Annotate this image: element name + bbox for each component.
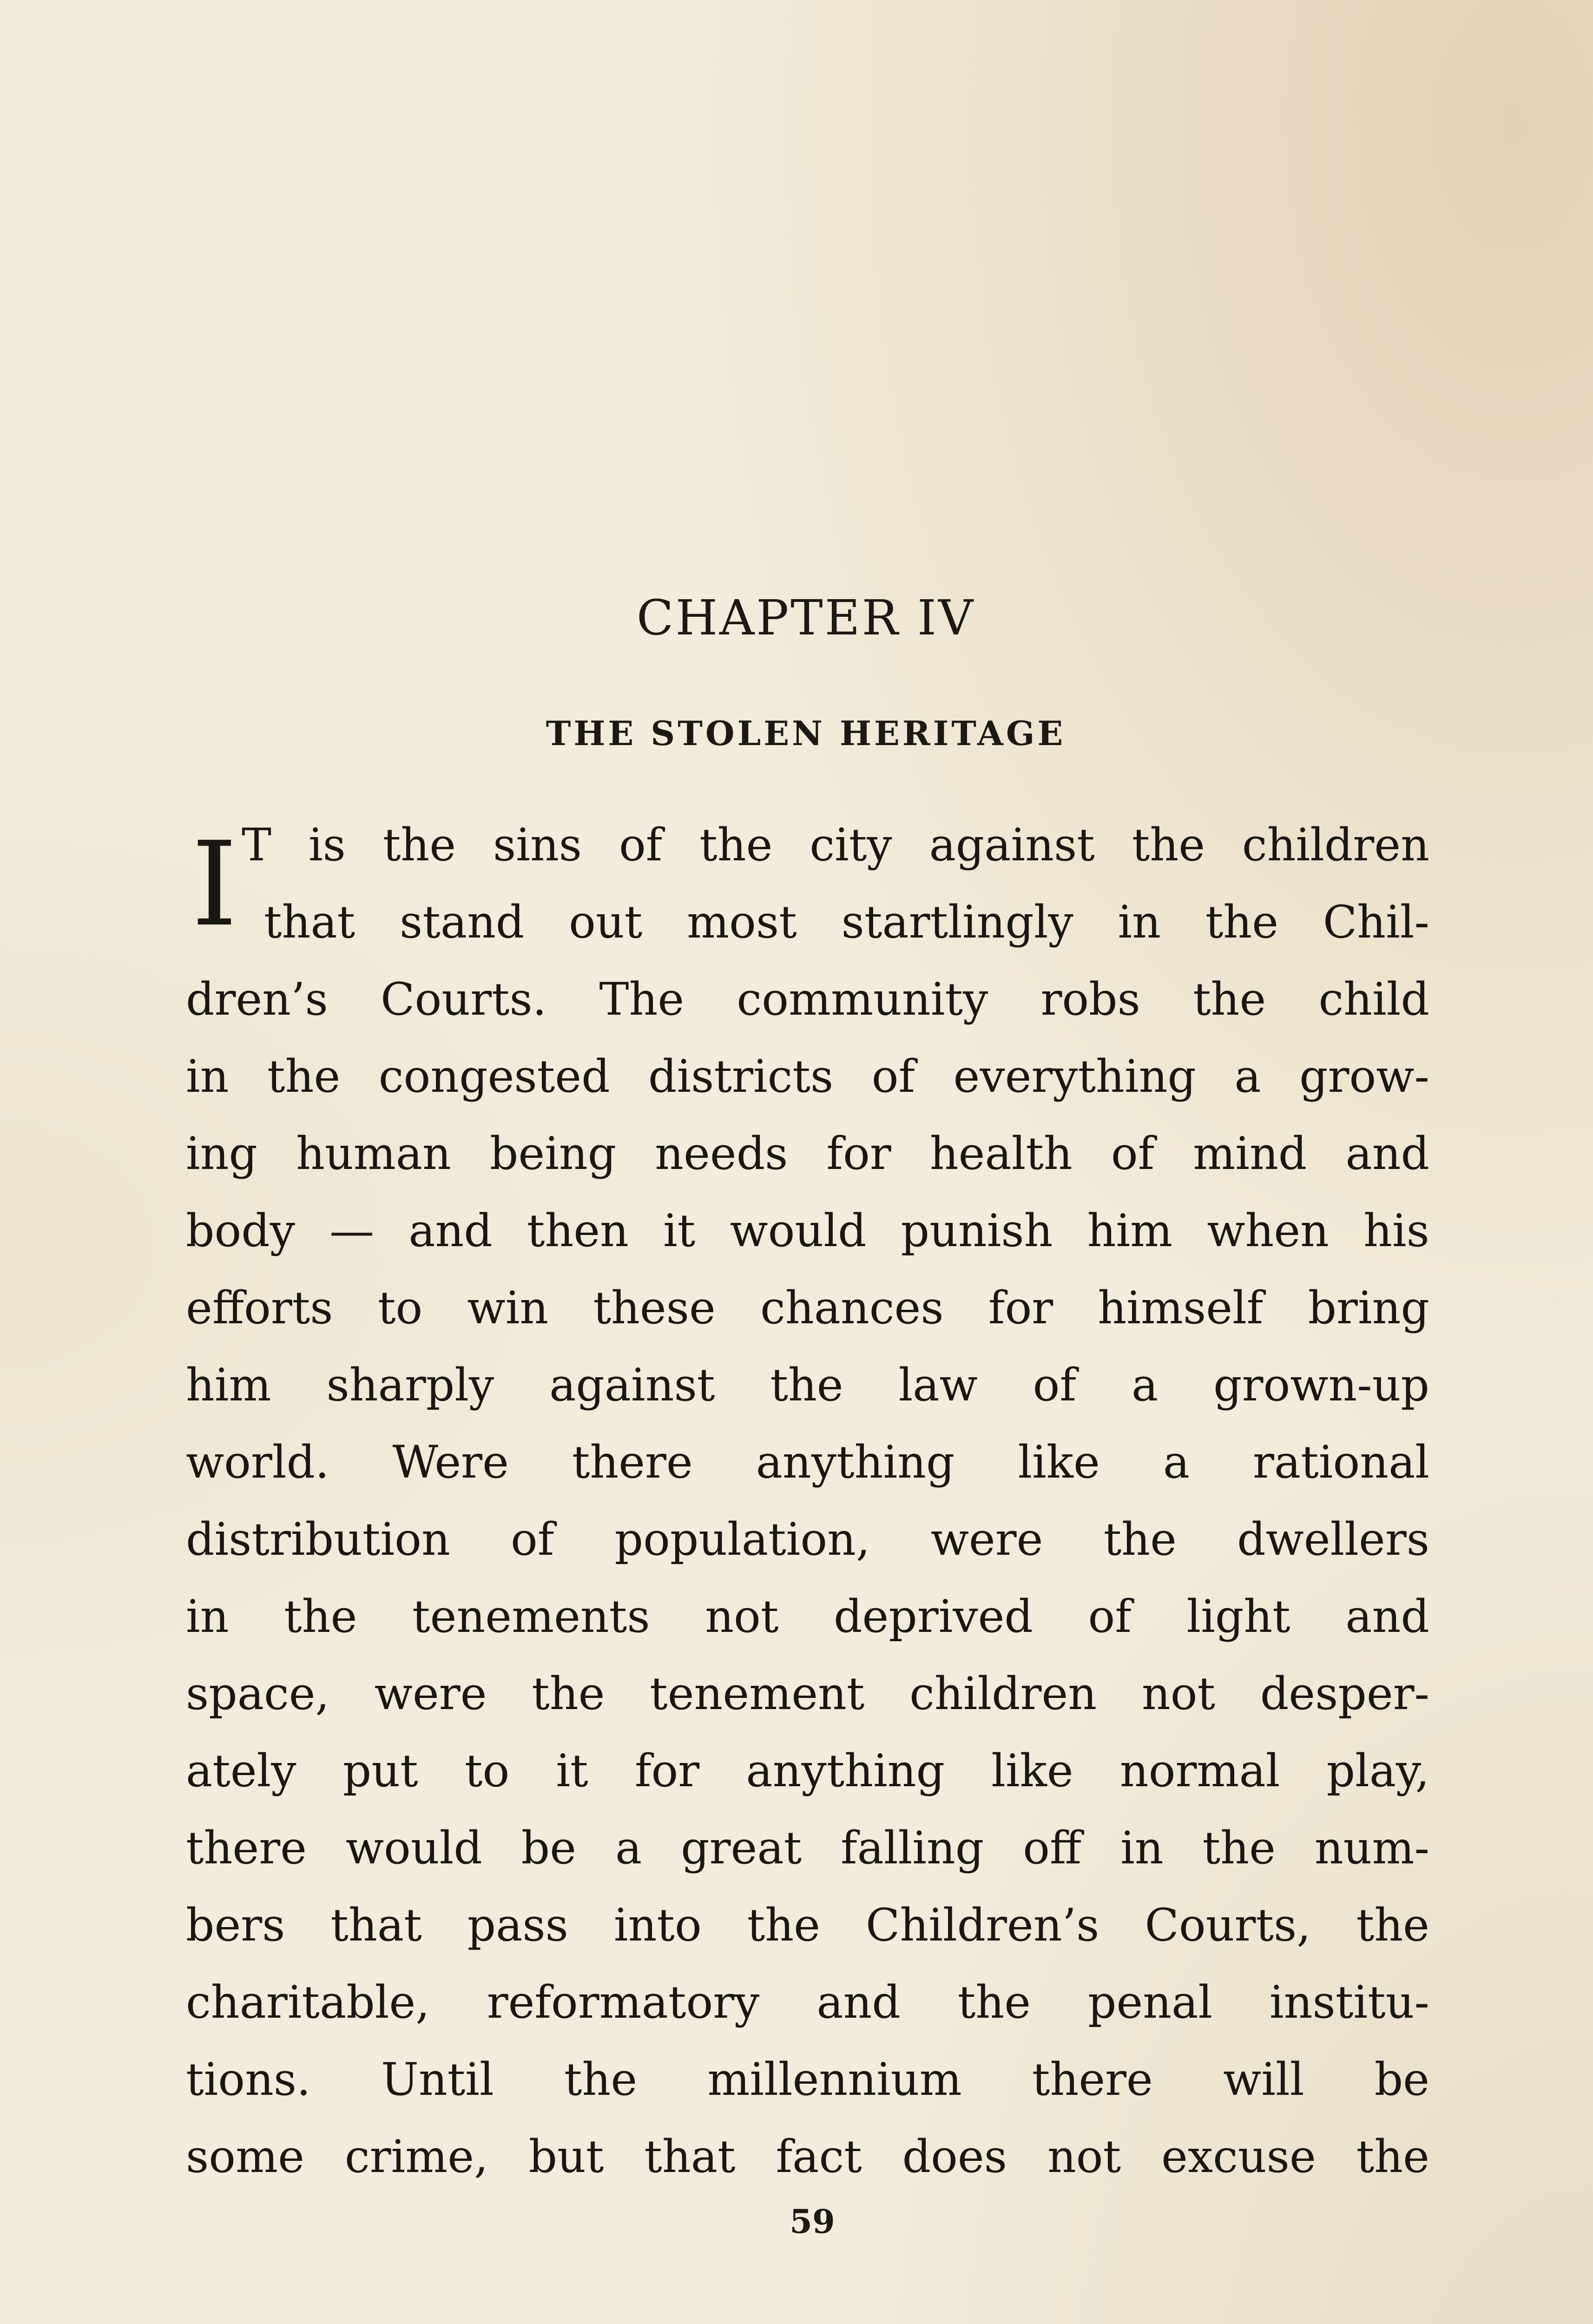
text-line: there would be a great falling off in the num- — [186, 1822, 1429, 1874]
text-line: that stand out most startlingly in the Chil- — [264, 896, 1429, 948]
text-line: body — and then it would punish him when his — [186, 1205, 1429, 1257]
text-line: world. Were there anything like a rational — [186, 1436, 1429, 1488]
chapter-title: CHAPTER IV — [636, 589, 975, 646]
text-line: charitable, reformatory and the penal institu- — [186, 1976, 1429, 2028]
text-line: T is the sins of the city against the children — [242, 819, 1429, 871]
text-line: some crime, but that fact does not excuse the — [186, 2131, 1429, 2183]
text-line: in the congested districts of everything a grow- — [186, 1050, 1429, 1103]
text-line: ately put to it for anything like normal play, — [186, 1745, 1429, 1797]
text-line: tions. Until the millennium there will be — [186, 2053, 1429, 2106]
chapter-subtitle: THE STOLEN HERITAGE — [546, 713, 1066, 753]
text-line: space, were the tenement children not desper- — [186, 1668, 1429, 1720]
text-line: dren’s Courts. The community robs the child — [186, 973, 1429, 1025]
page-number: 59 — [790, 2202, 835, 2241]
text-line: him sharply against the law of a grown-up — [186, 1359, 1429, 1411]
text-line: in the tenements not deprived of light and — [186, 1591, 1429, 1643]
text-line: efforts to win these chances for himself bring — [186, 1282, 1429, 1334]
text-line: ing human being needs for health of mind and — [186, 1128, 1429, 1180]
drop-cap: I — [191, 817, 237, 952]
text-line: bers that pass into the Children’s Courts, the — [186, 1899, 1429, 1951]
text-line: distribution of population, were the dwellers — [186, 1513, 1429, 1565]
